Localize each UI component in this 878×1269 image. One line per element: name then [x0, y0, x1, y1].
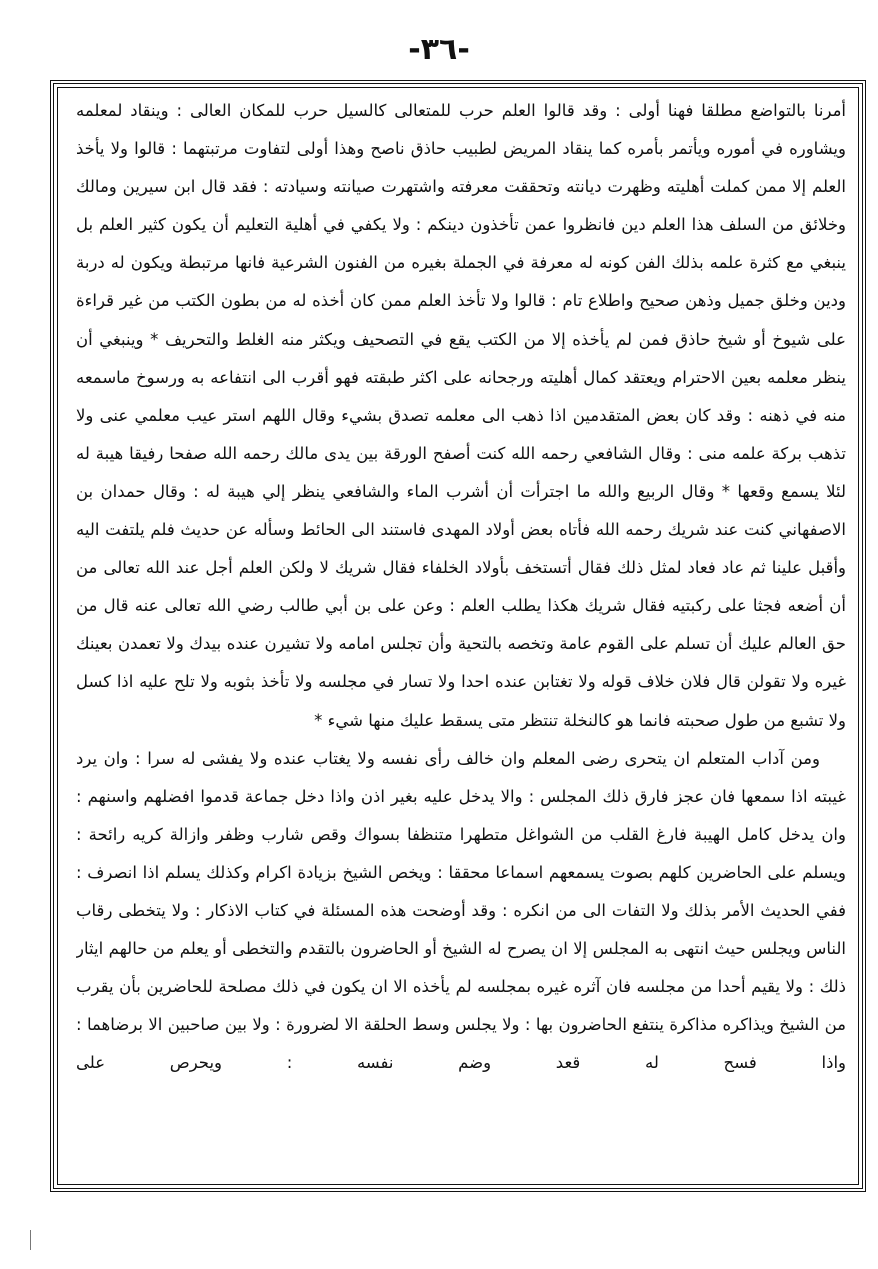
page-number: -٣٦- [408, 32, 470, 67]
scan-margin-mark [30, 1230, 31, 1250]
paragraph-student-etiquette: ومن آداب المتعلم ان يتحرى رضى المعلم وان خالف رأى نفسه ولا يغتاب عنده ولا يفشى له سرا : وان يرد غيبته اذا سمعها فان عجز فارق ذلك المجلس : والا يدخل عليه بغير اذن واذا دخل جماعة قدموا افضلهم واسنهم : وان يدخل كامل الهيبة فارغ القلب من الشواغل متطهرا متنظفا بسواك وقص شارب وظفر وازالة كريه رائحة : ويسلم على الحاضرين كلهم بصوت يسمعهم اسماعا محققا : ويخص الشيخ بزيادة اكرام وكذلك يسلم اذا انصرف : ففي الحديث الأمر بذلك ولا التفات الى من انكره : وقد أوضحت هذه المسئلة في كتاب الاذكار : ولا يتخطى رقاب الناس ويجلس حيث انتهى به المجلس إلا ان يصرح له الشيخ أو الحاضرون بالتقدم والتخطى أو يعلم من حالهم ايثار ذلك : ولا يقيم أحدا من مجلسه فان آثره غيره بمجلسه لم يأخذه الا ان يكون في ذلك مصلحة للحاضرين بأن يقرب من الشيخ ويذاكره مذاكرة ينتفع الحاضرون بها : ولا يجلس وسط الحلقة الا لضرورة : ولا بين صاحبين الا برضاهما : واذا فسح له قعد وضم نفسه : ويحرص على [76, 748, 846, 1073]
paragraph-teacher-respect: أمرنا بالتواضع مطلقا فهنا أولى : وقد قالوا العلم حرب للمتعالى كالسيل حرب للمكان العالى : وينقاد لمعلمه ويشاوره في أموره ويأتمر بأمره كما ينقاد المريض لطبيب حاذق ناصح وهذا أولى لتفاوت مرتبتهما : قالوا ولا يأخذ العلم إلا ممن كملت أهليته وظهرت ديانته وتحققت معرفته واشتهرت صيانته وسيادته : فقد قال ابن سيرين ومالك وخلائق من السلف هذا العلم دين فانظروا عمن تأخذون دينكم : ولا يكفي في أهلية التعليم أن يكون كثير العلم بل ينبغي مع كثرة علمه بذلك الفن كونه له معرفة في الجملة بغيره من الفنون الشرعية فانها مرتبطة ويكون له دربة ودين وخلق جميل وذهن صحيح واطلاع تام : قالوا ولا تأخذ العلم ممن كان أخذه له من بطون الكتب من غير قراءة على شيوخ أو شيخ حاذق فمن لم يأخذه إلا من الكتب يقع في التصحيف ويكثر منه الغلط والتحريف * وينبغي أن ينظر معلمه بعين الاحترام ويعتقد كمال أهليته ورجحانه على اكثر طبقته فهو أقرب الى انتفاعه به ورسوخ ماسمعه منه في ذهنه : وقد كان بعض المتقدمين اذا ذهب الى معلمه تصدق بشيء وقال اللهم استر عيب معلمي عنى ولا تذهب بركة علمه منى : وقال الشافعي رحمه الله كنت أصفح الورقة بين يدى مالك رحمه الله صفحا رفيقا هيبة له لئلا يسمع وقعها * وقال الربيع والله ما اجترأت أن أشرب الماء والشافعي ينظر إلي هيبة له : وقال حمدان بن الاصفهاني كنت عند شريك رحمه الله فأتاه بعض أولاد المهدى فاستند الى الحائط وسأله عن حديث فلم يلتفت اليه وأقبل علينا ثم عاد فعاد لمثل ذلك فقال أتستخف بأولاد الخلفاء فقال شريك لا ولكن العلم أجل عند الله تعالى من أن أضعه فجثا على ركبتيه فقال شريك هكذا يطلب العلم : وعن على بن أبي طالب رضي الله تعالى عنه قال من حق العالم عليك أن تسلم على القوم عامة وتخصه بالتحية وأن تجلس امامه ولا تشيرن عنده بيدك ولا تعمدن بعينك غيره ولا تقولن قال فلان خلاف قوله ولا تغتابن عنده احدا ولا تسار في مجلسه ولا تأخذ بثوبه ولا تلح عليه اذا كسل ولا تشبع من طول صحبته فانما هو كالنخلة تنتظر متى يسقط عليك منها شيء * [76, 101, 846, 730]
page-text [76, 92, 846, 1187]
